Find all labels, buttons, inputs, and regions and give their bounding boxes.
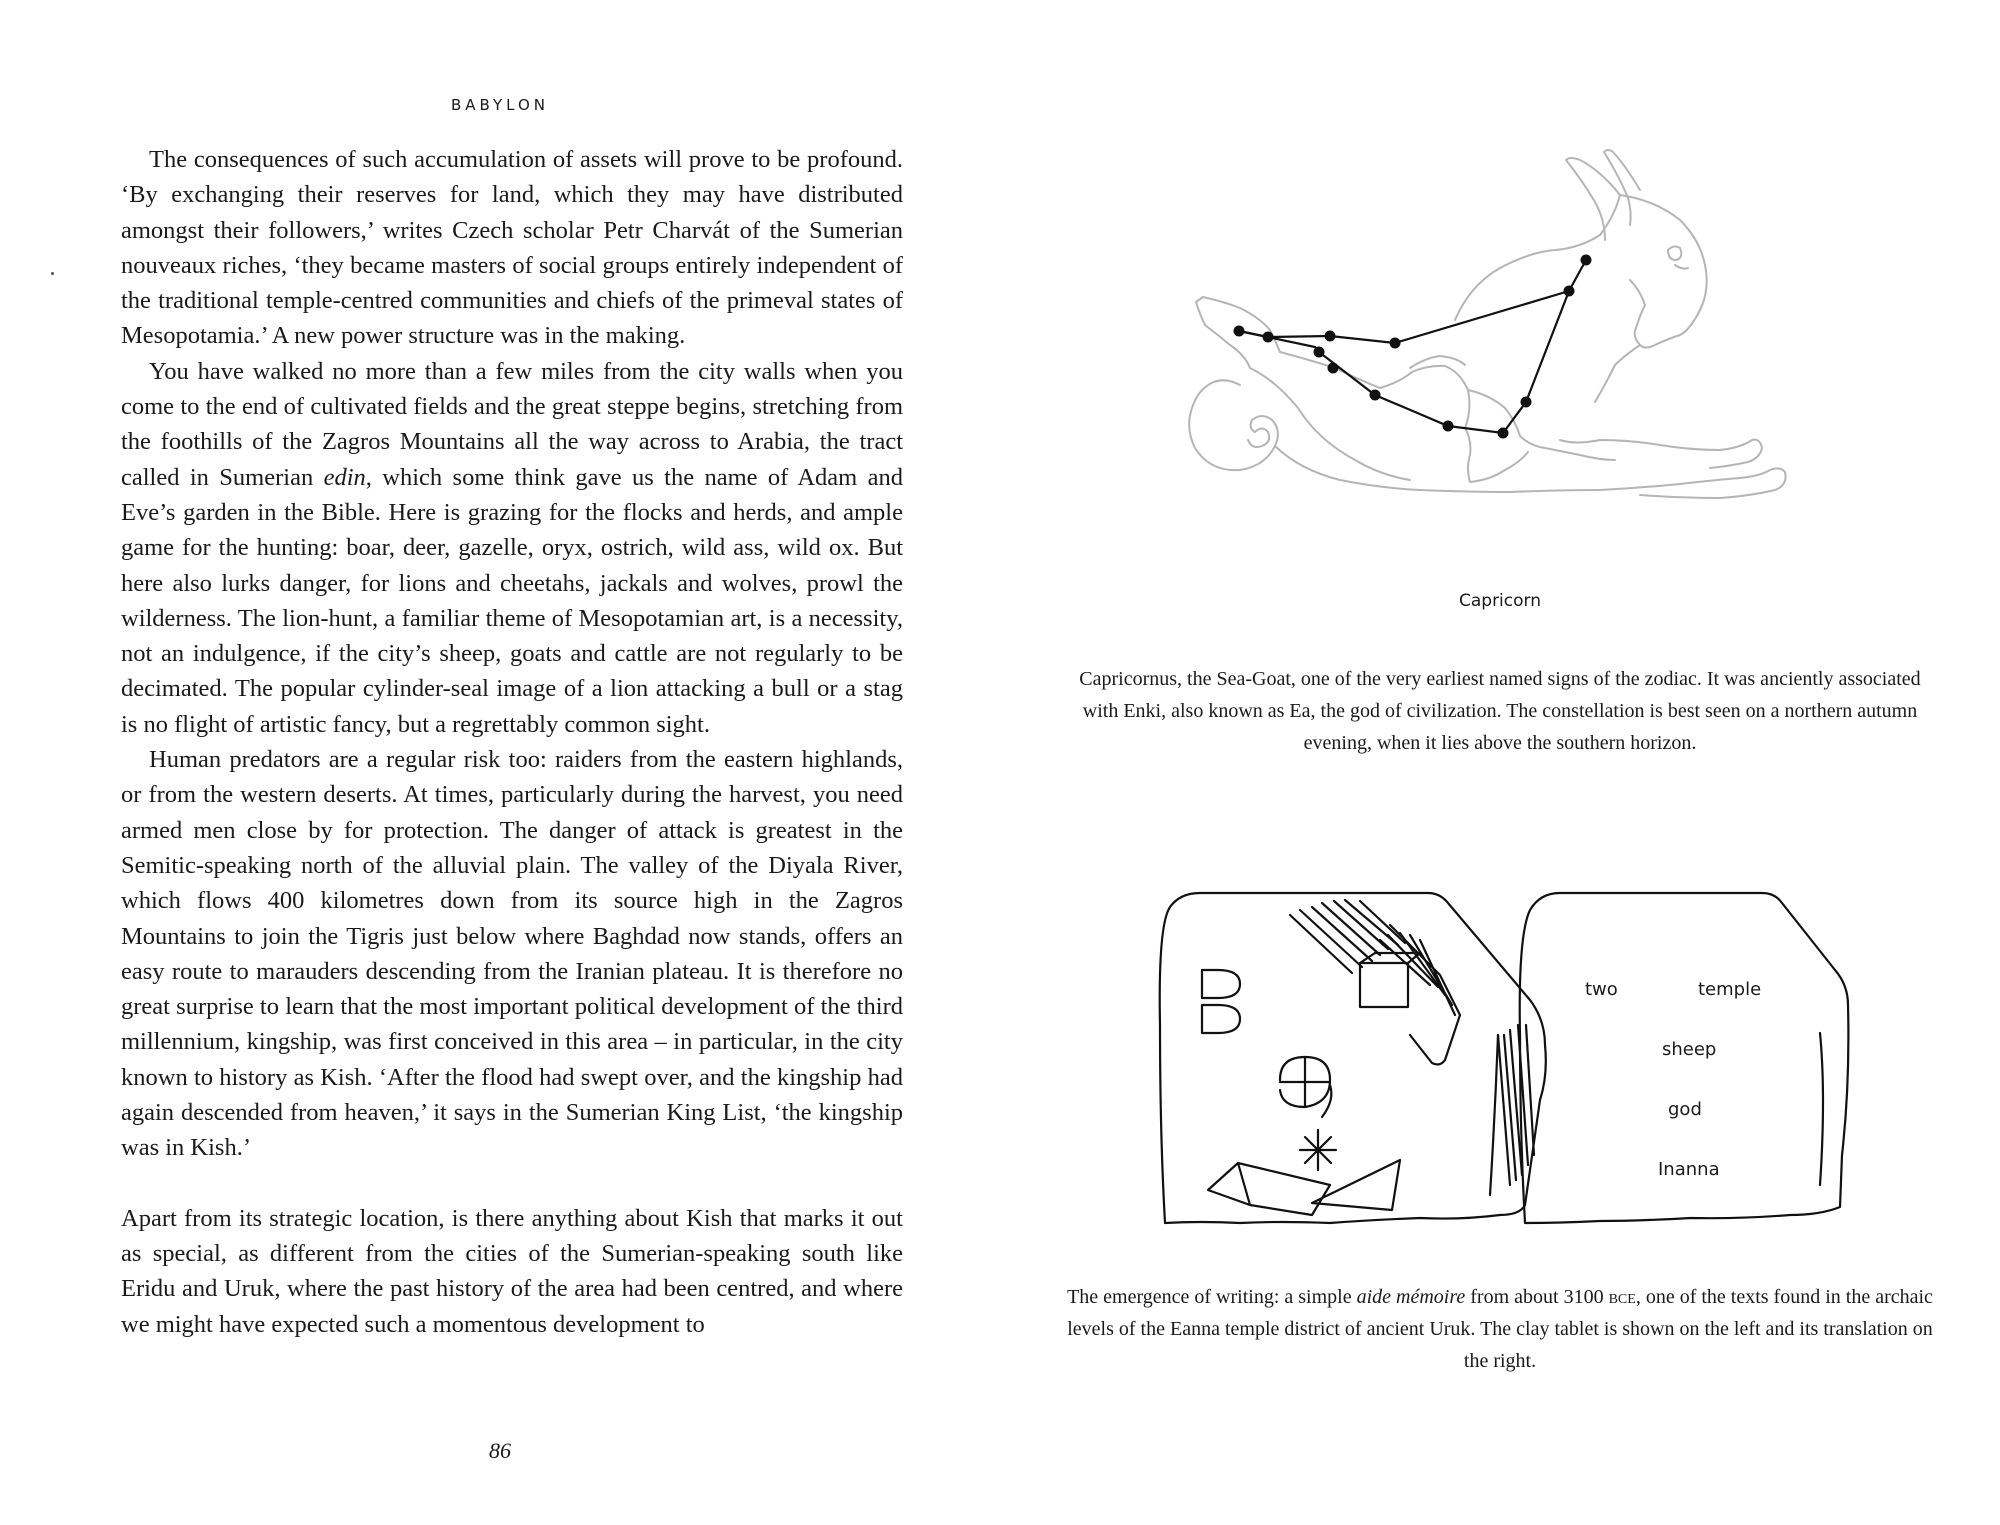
running-head: BABYLON <box>450 96 550 114</box>
capricorn-caption: Capricornus, the Sea-Goat, one of the very earliest named signs of the zodiac. It was anciently associated with Enki, also known as Ea, the god of civilization. The constellation is best seen on a northern autumn evening, when it lies above the southern horizon. <box>1079 668 1921 754</box>
paragraph-2-text-a: You have walked no more than a few miles from the city walls when you come to the end of cultivated fields and the great steppe begins, stretching from the foothills of the Zagros Mountains all the way across to Arabia, the tract called in Sumerian <box>121 357 903 491</box>
figure-label-capricorn: Capricorn <box>1458 591 1542 610</box>
tablet-caption <box>1060 1281 1940 1377</box>
star <box>1325 331 1336 342</box>
body-text <box>121 142 903 1342</box>
star <box>1443 421 1454 432</box>
tablet-caption-text-c: , one of the texts found in the archaic levels of the Eanna temple district of ancient Uruk. The clay tablet is shown on the left and its translation on the right. <box>1067 1286 1933 1372</box>
tablet-illustration <box>1000 885 2000 1235</box>
translation-words <box>1585 979 1761 1180</box>
sea-goat-outline <box>1189 150 1785 498</box>
capricorn-figure <box>1000 140 2000 610</box>
italic-term-edin: edin <box>323 463 366 491</box>
paragraph-3: Human predators are a regular risk too: raiders from the eastern highlands, or from the western deserts. At times, particularly during the harvest, you need armed men close by for protection. The danger of attack is greatest in the Semitic-speaking north of the alluvial plain. The valley of the Diyala River, which flows 400 kilometres down from its source high in the Zagros Mountains to join the Tigris just below where Baghdad now stands, offers an easy route to marauders descending from the Iranian plateau. It is therefore no great surprise to learn that the most important political development of the third millennium, kingship, was first conceived in this area – in particular, in the city known to history as Kish. ‘After the flood had swept over, and the kingship had again descended from heaven,’ it says in the Sumerian King List, ‘the kingship was in Kish.’ <box>121 746 903 1162</box>
star <box>1390 338 1401 349</box>
star <box>1328 363 1339 374</box>
tablet-caption-italic: aide mémoire <box>1356 1286 1466 1308</box>
constellation-lines <box>1239 260 1586 433</box>
word-two: two <box>1585 979 1618 1000</box>
paragraph-4: Apart from its strategic location, is there anything about Kish that marks it out as special, as different from the cities of the Sumerian-speaking south like Eridu and Uruk, where the past history of the area had been centred, and where we might have expected such a momentous development to <box>121 1204 903 1338</box>
star <box>1234 326 1245 337</box>
tablet-caption-era: bce <box>1608 1286 1636 1308</box>
stray-mark <box>51 272 54 275</box>
page-number: 86 <box>489 1438 511 1463</box>
paragraph-2-text-b: , which some think gave us the name of Adam and Eve’s garden in the Bible. Here is grazing for the flocks and herds, and ample game for the hunting: boar, deer, gazelle, oryx, ostrich, wild ass, wild ox. But here also lurks danger, for lions and cheetahs, jackals and wolves, prowl the wilderness. The lion-hunt, a familiar theme of Mesopotamian art, is a necessity, not an indulgence, if the city’s sheep, goats and cattle are not regularly to be decimated. The popular cylinder-seal image of a lion attacking a bull or a stag is no flight of artistic fancy, but a regrettably common sight. <box>121 463 903 738</box>
capricorn-illustration <box>1000 140 2000 610</box>
paragraph-1: The consequences of such accumulation of assets will prove to be profound. ‘By exchanging their reserves for land, which they may have distributed amongst their followers,’ writes Czech scholar Petr Charvát of the Sumerian nouveaux riches, ‘they became masters of social groups entirely independent of the traditional temple-centred communities and chiefs of the primeval states of Mesopotamia.’ A new power structure was in the making. <box>121 146 903 350</box>
star <box>1314 347 1325 358</box>
tablet-caption-text-a: The emergence of writing: a simple <box>1067 1286 1357 1308</box>
clay-tablet <box>1160 893 1546 1223</box>
tablet-figure <box>1000 885 2000 1235</box>
star <box>1581 255 1592 266</box>
star <box>1370 390 1381 401</box>
star <box>1564 286 1575 297</box>
right-page <box>1000 0 2000 1525</box>
star <box>1498 428 1509 439</box>
word-temple: temple <box>1698 979 1762 1000</box>
paragraph-2 <box>121 354 903 742</box>
tablet-caption-text-b: from about 3100 <box>1465 1286 1609 1308</box>
star <box>1263 332 1274 343</box>
star <box>1521 397 1532 408</box>
word-sheep: sheep <box>1662 1039 1717 1060</box>
word-god: god <box>1668 1099 1702 1120</box>
word-inanna: Inanna <box>1658 1159 1720 1180</box>
